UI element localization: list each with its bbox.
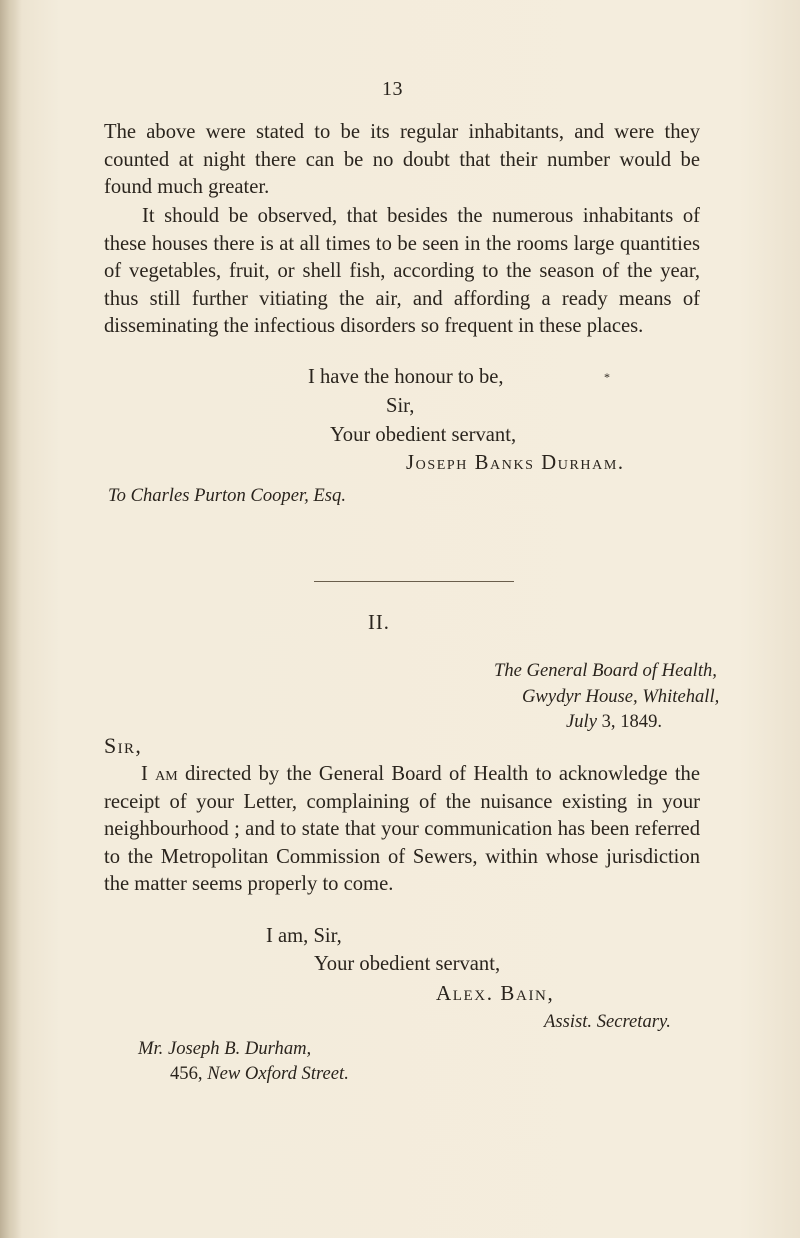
letter2-date bbox=[566, 711, 662, 733]
letter1-signature: Joseph Banks Durham. bbox=[406, 452, 625, 474]
letter2-body-lead: I am bbox=[141, 763, 178, 785]
letter2-addressee-name: Mr. Joseph B. Durham, bbox=[138, 1038, 312, 1059]
letter2-addressee-street bbox=[170, 1063, 349, 1085]
letter2-signature-title: Assist. Secretary. bbox=[544, 1011, 671, 1032]
letter2-date-rest: 3, 1849. bbox=[596, 711, 663, 732]
paragraph-observation: It should be observed, that besides the numerous inhabitants of these houses there is at all times to be seen in the rooms large quantities of vegetables, fruit, or shell fish, according to the season of the year, thus still further vitiating the air, and affording a ready means of disseminating the infectious disorders so frequent in these places. bbox=[104, 205, 700, 338]
section-divider bbox=[314, 581, 514, 582]
page-number: 13 bbox=[382, 78, 403, 100]
letter2-header-address: Gwydyr House, Whitehall, bbox=[522, 686, 720, 707]
letter2-servant: Your obedient servant, bbox=[314, 953, 501, 975]
letter2-closing: I am, Sir, bbox=[266, 925, 342, 947]
letter2-body-text: directed by the General Board of Health to acknowledge the receipt of your Letter, complaining of the nuisance existing in your neighbourhood ; and to state that your communication has been referred to the Metropolitan Commission of Sewers, within whose jurisdiction the matter seems properly to come. bbox=[104, 763, 700, 896]
letter2-header-board: The General Board of Health, bbox=[494, 660, 717, 681]
letter1-print-mark: * bbox=[604, 370, 610, 384]
book-gutter-shadow bbox=[0, 0, 22, 1238]
letter1-closing: I have the honour to be, bbox=[308, 366, 504, 388]
letter2-date-month: July bbox=[566, 711, 597, 732]
letter1-sir: Sir, bbox=[386, 395, 415, 417]
letter2-signature: Alex. Bain, bbox=[436, 981, 555, 1005]
letter1-servant: Your obedient servant, bbox=[330, 424, 517, 446]
letter2-addressee-street-name: New Oxford Street. bbox=[207, 1063, 349, 1084]
letter2-salutation: Sir, bbox=[104, 733, 143, 758]
letter2-addressee-number: 456, bbox=[170, 1063, 208, 1084]
paragraph-inhabitants: The above were stated to be its regular inhabitants, and were they counted at night there can be no doubt that their number would be found much greater. bbox=[104, 121, 700, 199]
letter1-addressee: To Charles Purton Cooper, Esq. bbox=[108, 485, 346, 506]
letter2-body bbox=[104, 761, 700, 899]
section-number: II. bbox=[368, 612, 390, 634]
